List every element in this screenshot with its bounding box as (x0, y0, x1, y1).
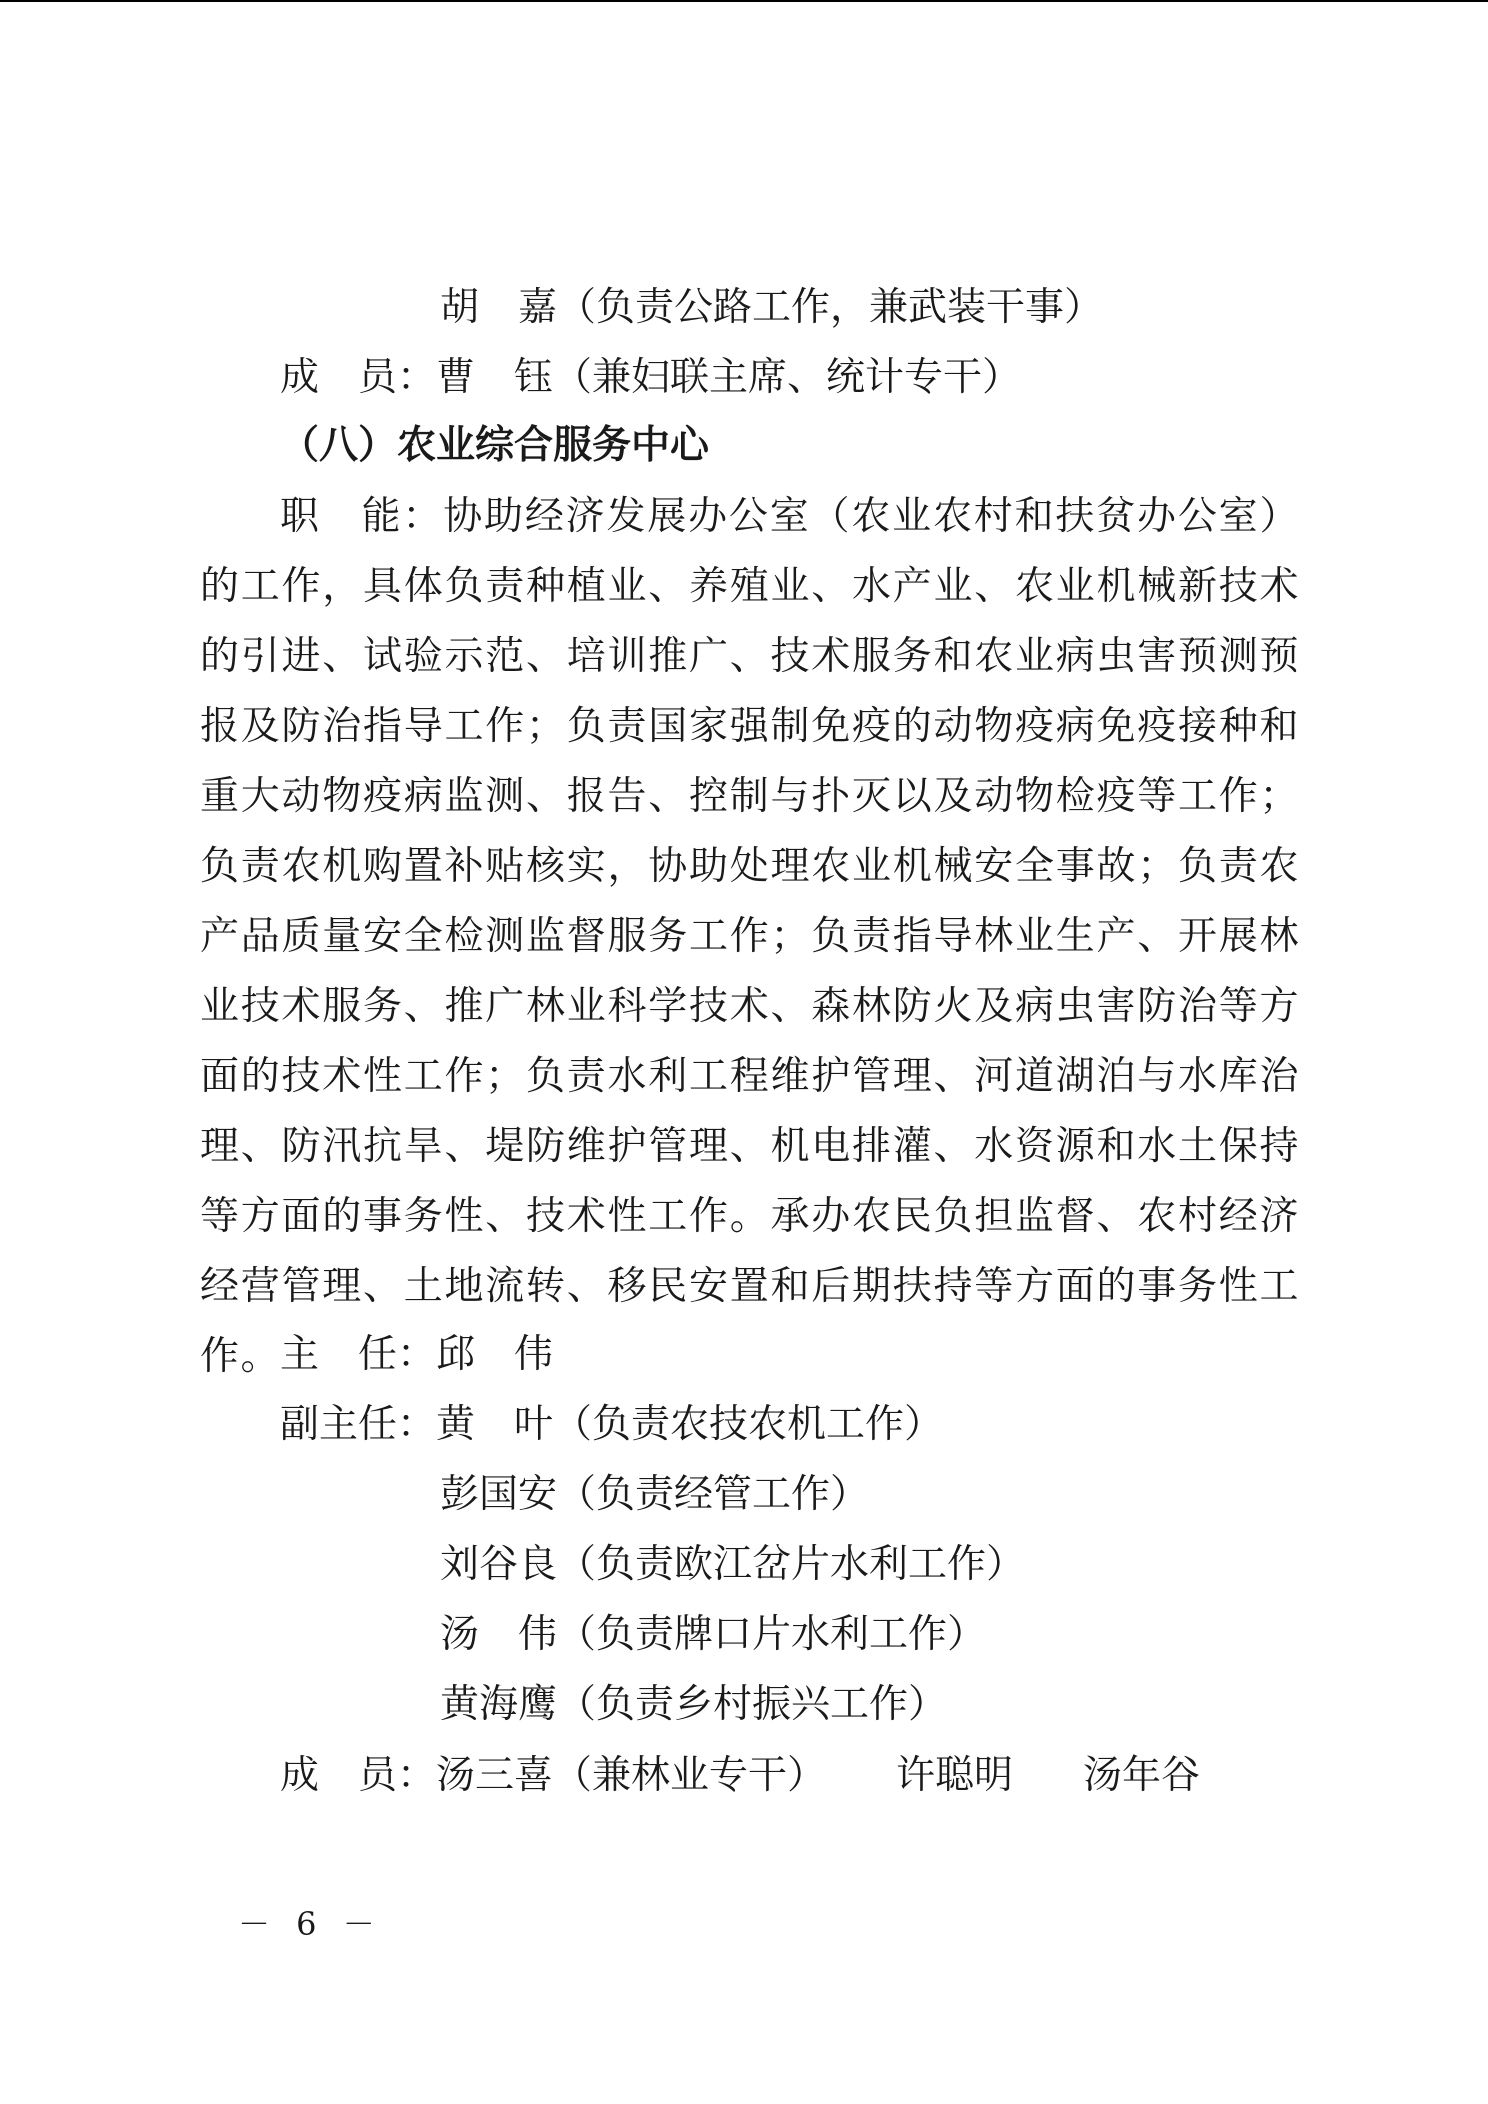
members-line-section-7: 成 员：曹 钰（兼妇联主席、统计专干） (280, 355, 1022, 400)
deputy-director-line-3: 刘谷良（负责欧江岔片水利工作） (440, 1542, 1026, 1587)
page-number: － 6 － (238, 1905, 383, 1943)
section-heading-agriculture-center: （八）农业综合服务中心 (280, 423, 710, 468)
member-tang-sanxi: 成 员：汤三喜（兼林业专干） (280, 1753, 827, 1798)
director-line: 主 任：邱 伟 (280, 1332, 554, 1377)
member-xu-congming: 许聪明 (896, 1753, 1014, 1798)
staff-line-hu-jia: 胡 嘉（负责公路工作，兼武装干事） (440, 285, 1104, 330)
members-line-section-8 (280, 1753, 1201, 1798)
deputy-director-line-4: 汤 伟（负责牌口片水利工作） (440, 1612, 987, 1657)
deputy-director-line-2: 彭国安（负责经管工作） (440, 1472, 870, 1517)
deputy-director-line-1: 副主任：黄 叶（负责农技农机工作） (280, 1402, 944, 1447)
deputy-director-line-5: 黄海鹰（负责乡村振兴工作） (440, 1682, 948, 1727)
member-tang-niangu: 汤年谷 (1083, 1753, 1201, 1798)
function-paragraph: 职 能：协助经济发展办公室（农业农村和扶贫办公室）的工作，具体负责种植业、养殖业、水产业、农业机械新技术的引进、试验示范、培训推广、技术服务和农业病虫害预测预报及防治指导工作；负责国家强制免疫的动物疫病免疫接种和重大动物疫病监测、报告、控制与扑灭以及动物检疫等工作；负责农机购置补贴核实，协助处理农业机械安全事故；负责农产品质量安全检测监督服务工作；负责指导林业生产、开展林业技术服务、推广林业科学技术、森林防火及病虫害防治等方面的技术性工作；负责水利工程维护管理、河道湖泊与水库治理、防汛抗旱、堤防维护管理、机电排灌、水资源和水土保持等方面的事务性、技术性工作。承办农民负担监督、农村经济经营管理、土地流转、移民安置和后期扶持等方面的事务性工作。 (200, 494, 1300, 1379)
